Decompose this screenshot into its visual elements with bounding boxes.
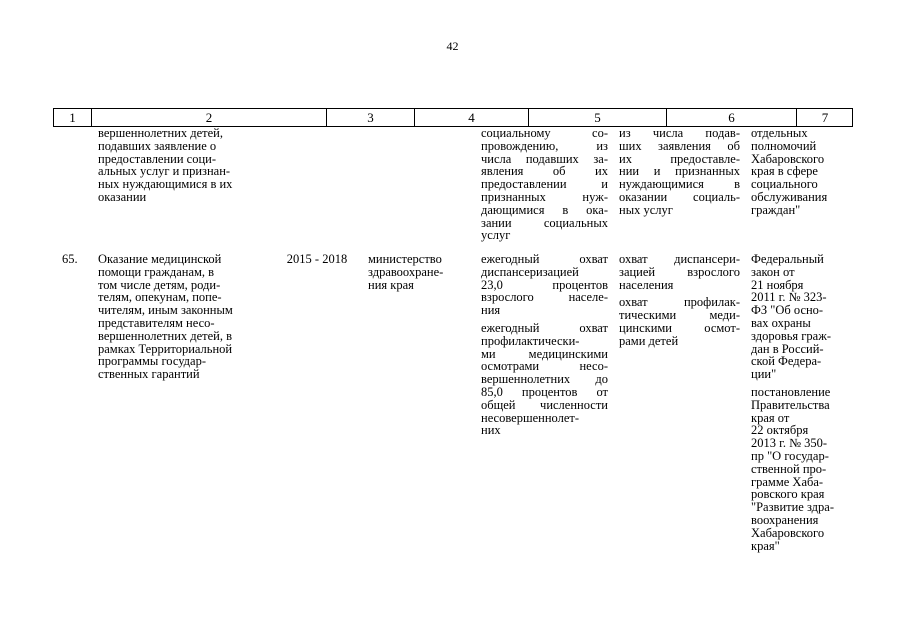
header-col-5: 5 [528,109,666,126]
table-header-row [53,108,853,127]
header-col-1: 1 [69,110,76,125]
header-col-3: 3 [326,109,414,126]
page-number: 42 [446,39,459,53]
header-col-4: 4 [414,109,528,126]
row-65-col2: Оказание медицинской помощи гражданам, в том числе детям, роди- телям, опекунам, попе- чителям, иным законным представителям несо- вершеннолетних детей, в рамках Территориальной программы государ- ственных гарантий [98,252,233,382]
row-65-number: 65. [62,252,78,266]
row-65-period: 2015 - 2018 [286,252,348,266]
cont-row-col2: вершеннолетних детей, подавших заявление о предоставлении соци- альных услуг и признан- ных нуждающимися в их оказании [98,126,233,204]
header-col-6: 6 [666,109,796,126]
cont-row-col7: отдельных полномочий Хабаровского края в сфере социального обслуживания граждан" [751,126,828,217]
cont-row-col6: из числа подав- ших заявления об их предоставле- нии и признанных нуждающимися в оказании социаль- ных услуг [619,126,740,217]
header-col-7: 7 [796,109,853,126]
header-col-2: 2 [91,109,326,126]
cont-row-col5: социальному со- провождению, из числа подавших за- явления об их предоставлении и признанных нуж- дающимися в ока- зании социальных услуг [481,126,608,243]
row-65-col4: министерство здравоохране- ния края [368,252,444,292]
row-65-col5: ежегодный охват диспансеризацией 23,0 процентов взрослого населе- ния ежегодный охват профилактически- ми медицинскими осмотрами несо- вершеннолетних до 85,0 процентов от общей численности несовершеннолет- них [481,252,608,438]
row-65-col7: Федеральный закон от 21 ноября 2011 г. № 323- ФЗ "Об осно- вах охраны здоровья граж- дан в Россий- ской Федера- ции" постановление Правительства края от 22 октября 2013 г. № 350- пр "О государ- ственной про- грамме Хаба- ровского края "Развитие здра- воохранения Хабаровского края" [751,252,834,553]
row-65-col6: охват диспансери- зацией взрослого населения охват профилак- тическими меди- цинскими осмот- рами детей [619,252,740,348]
